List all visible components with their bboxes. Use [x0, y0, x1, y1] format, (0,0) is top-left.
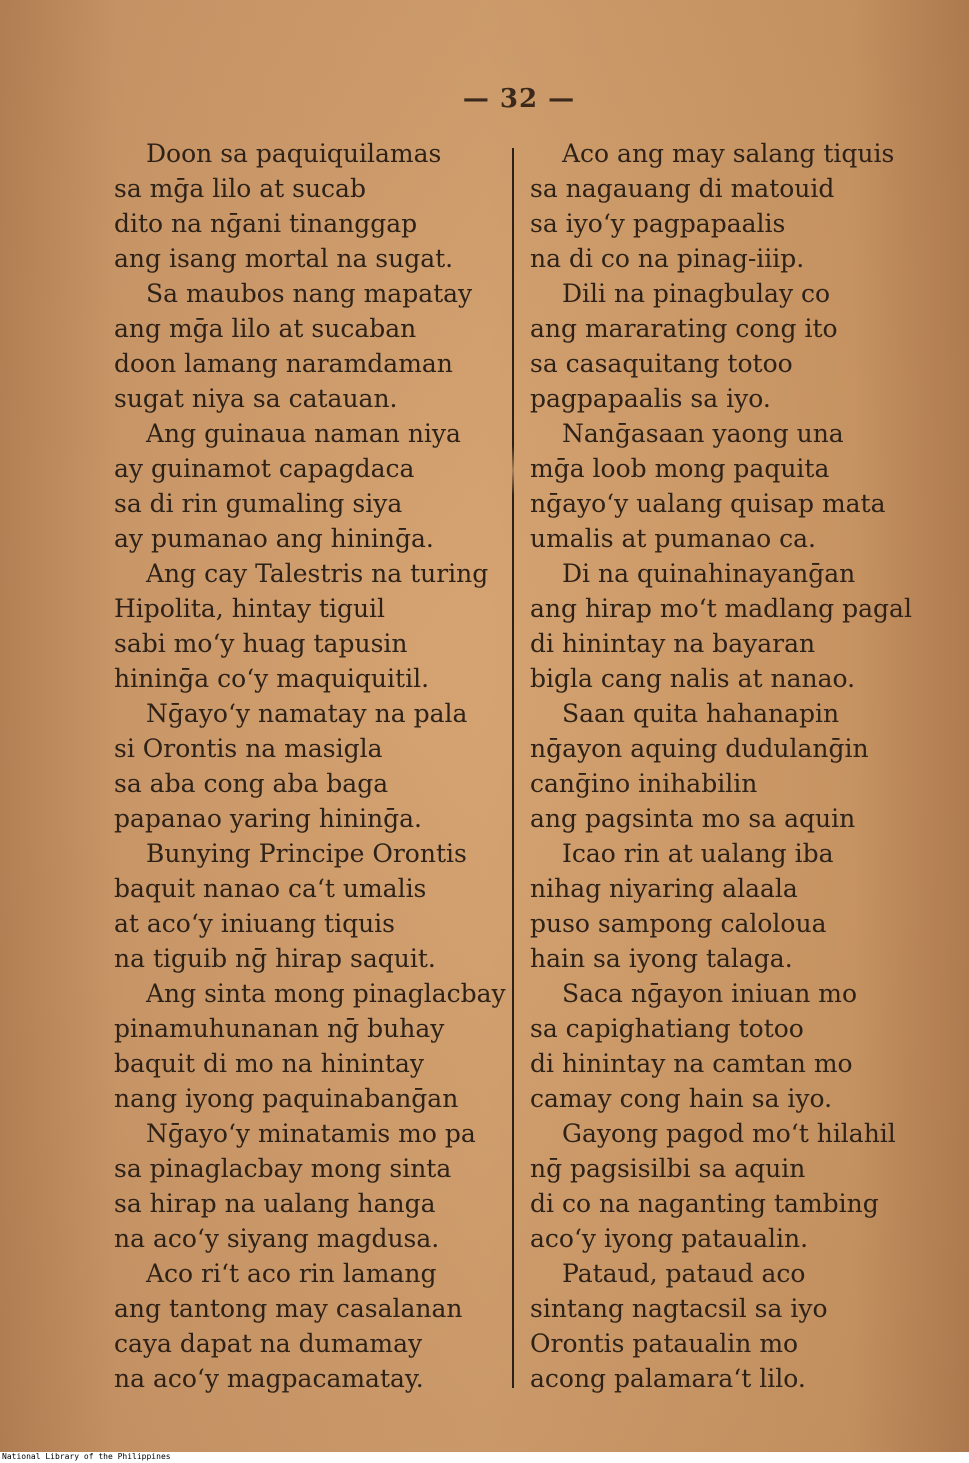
verse-line: pinamuhunanan nḡ buhay	[114, 1014, 445, 1043]
verse-line: Ang cay Talestris na turing	[146, 559, 489, 588]
verse-line: camay cong hain sa iyo.	[530, 1084, 833, 1113]
verse-line: Nḡayo‘y namatay na pala	[146, 699, 468, 728]
verse-line: na aco‘y siyang magdusa.	[114, 1224, 440, 1253]
stanza	[530, 1116, 920, 1256]
verse-line: na aco‘y magpacamatay.	[114, 1364, 424, 1393]
verse-line: at aco‘y iniuang tiquis	[114, 909, 395, 938]
verse-line: aco‘y iyong pataualin.	[530, 1224, 809, 1253]
verse-line: hain sa iyong talaga.	[530, 944, 793, 973]
verse-line: sa mḡa lilo at sucab	[114, 174, 366, 203]
verse-line: sa capighatiang totoo	[530, 1014, 804, 1043]
verse-line: sugat niya sa catauan.	[114, 384, 398, 413]
stanza	[530, 416, 920, 556]
verse-line: Dili na pinagbulay co	[562, 279, 831, 308]
verse-line: Aco ang may salang tiquis	[562, 139, 895, 168]
verse-line: nang iyong paquinabanḡan	[114, 1084, 459, 1113]
verse-line: Aco ri‘t aco rin lamang	[146, 1259, 437, 1288]
verse-line: si Orontis na masigla	[114, 734, 383, 763]
stanza	[114, 976, 504, 1116]
verse-line: ay guinamot capagdaca	[114, 454, 415, 483]
verse-line: ang hirap mo‘t madlang pagal	[530, 594, 912, 623]
verse-line: sa iyo‘y pagpapaalis	[530, 209, 786, 238]
column-divider	[512, 148, 514, 1388]
verse-line: Sa maubos nang mapatay	[146, 279, 473, 308]
verse-line: di hinintay na camtan mo	[530, 1049, 853, 1078]
verse-line: nḡayon aquing dudulanḡin	[530, 734, 869, 763]
verse-line: na tiguib nḡ hirap saquit.	[114, 944, 436, 973]
verse-line: sa di rin gumaling siya	[114, 489, 403, 518]
page-number: — 32 —	[462, 84, 576, 114]
verse-line: Nḡayo‘y minatamis mo pa	[146, 1119, 476, 1148]
verse-line: puso sampong caloloua	[530, 909, 827, 938]
verse-line: Ang guinaua naman niya	[146, 419, 461, 448]
verse-line: bigla cang nalis at nanao.	[530, 664, 856, 693]
stanza	[530, 136, 920, 276]
verse-line: di hinintay na bayaran	[530, 629, 816, 658]
stanza	[114, 1116, 504, 1256]
stanza	[530, 976, 920, 1116]
verse-line: sa casaquitang totoo	[530, 349, 793, 378]
verse-line: Saan quita hahanapin	[562, 699, 840, 728]
verse-line: baquit di mo na hinintay	[114, 1049, 424, 1078]
verse-line: baquit nanao ca‘t umalis	[114, 874, 427, 903]
stanza	[114, 696, 504, 836]
footer-credit: National Library of the Philippines	[2, 1452, 171, 1461]
verse-line: ang mararating cong ito	[530, 314, 838, 343]
verse-line: nḡayo‘y ualang quisap mata	[530, 489, 886, 518]
verse-line: papanao yaring hininḡa.	[114, 804, 422, 833]
verse-line: Ang sinta mong pinaglacbay	[146, 979, 506, 1008]
stanza	[530, 276, 920, 416]
verse-line: ang isang mortal na sugat.	[114, 244, 454, 273]
verse-line: ang mḡa lilo at sucaban	[114, 314, 417, 343]
verse-line: Saca nḡayon iniuan mo	[562, 979, 858, 1008]
verse-line: dito na nḡani tinanggap	[114, 209, 418, 238]
verse-line: hininḡa co‘y maquiquitil.	[114, 664, 430, 693]
verse-line: nḡ pagsisilbi sa aquin	[530, 1154, 806, 1183]
verse-line: sintang nagtacsil sa iyo	[530, 1294, 828, 1323]
stanza	[530, 1256, 920, 1396]
verse-line: doon lamang naramdaman	[114, 349, 453, 378]
verse-line: ang pagsinta mo sa aquin	[530, 804, 856, 833]
verse-line: umalis at pumanao ca.	[530, 524, 816, 553]
stanza	[114, 136, 504, 276]
verse-line: canḡino inihabilin	[530, 769, 758, 798]
stanza	[530, 836, 920, 976]
verse-line: na di co na pinag-iiip.	[530, 244, 805, 273]
verse-line: di co na naganting tambing	[530, 1189, 879, 1218]
stanza	[530, 556, 920, 696]
stanza	[114, 1256, 504, 1396]
left-column	[114, 136, 504, 1396]
verse-line: mḡa loob mong paquita	[530, 454, 830, 483]
verse-line: Pataud, pataud aco	[562, 1259, 806, 1288]
verse-line: Bunying Principe Orontis	[146, 839, 467, 868]
verse-line: Gayong pagod mo‘t hilahil	[562, 1119, 896, 1148]
stanza	[114, 836, 504, 976]
verse-line: Orontis pataualin mo	[530, 1329, 799, 1358]
verse-line: nihag niyaring alaala	[530, 874, 798, 903]
right-column	[530, 136, 920, 1396]
verse-line: ang tantong may casalanan	[114, 1294, 463, 1323]
verse-line: ay pumanao ang hininḡa.	[114, 524, 434, 553]
verse-line: caya dapat na dumamay	[114, 1329, 423, 1358]
verse-line: Nanḡasaan yaong una	[562, 419, 844, 448]
stanza	[114, 416, 504, 556]
verse-line: Icao rin at ualang iba	[562, 839, 834, 868]
verse-line: Di na quinahinayanḡan	[562, 559, 856, 588]
verse-line: sa pinaglacbay mong sinta	[114, 1154, 452, 1183]
stanza	[114, 276, 504, 416]
stanza	[530, 696, 920, 836]
verse-line: acong palamara‘t lilo.	[530, 1364, 806, 1393]
verse-line: sa nagauang di matouid	[530, 174, 835, 203]
verse-line: sa aba cong aba baga	[114, 769, 389, 798]
stanza	[114, 556, 504, 696]
verse-line: Hipolita, hintay tiguil	[114, 594, 386, 623]
verse-line: sabi mo‘y huag tapusin	[114, 629, 408, 658]
verse-line: pagpapaalis sa iyo.	[530, 384, 771, 413]
verse-line: Doon sa paquiquilamas	[146, 139, 442, 168]
verse-line: sa hirap na ualang hanga	[114, 1189, 436, 1218]
